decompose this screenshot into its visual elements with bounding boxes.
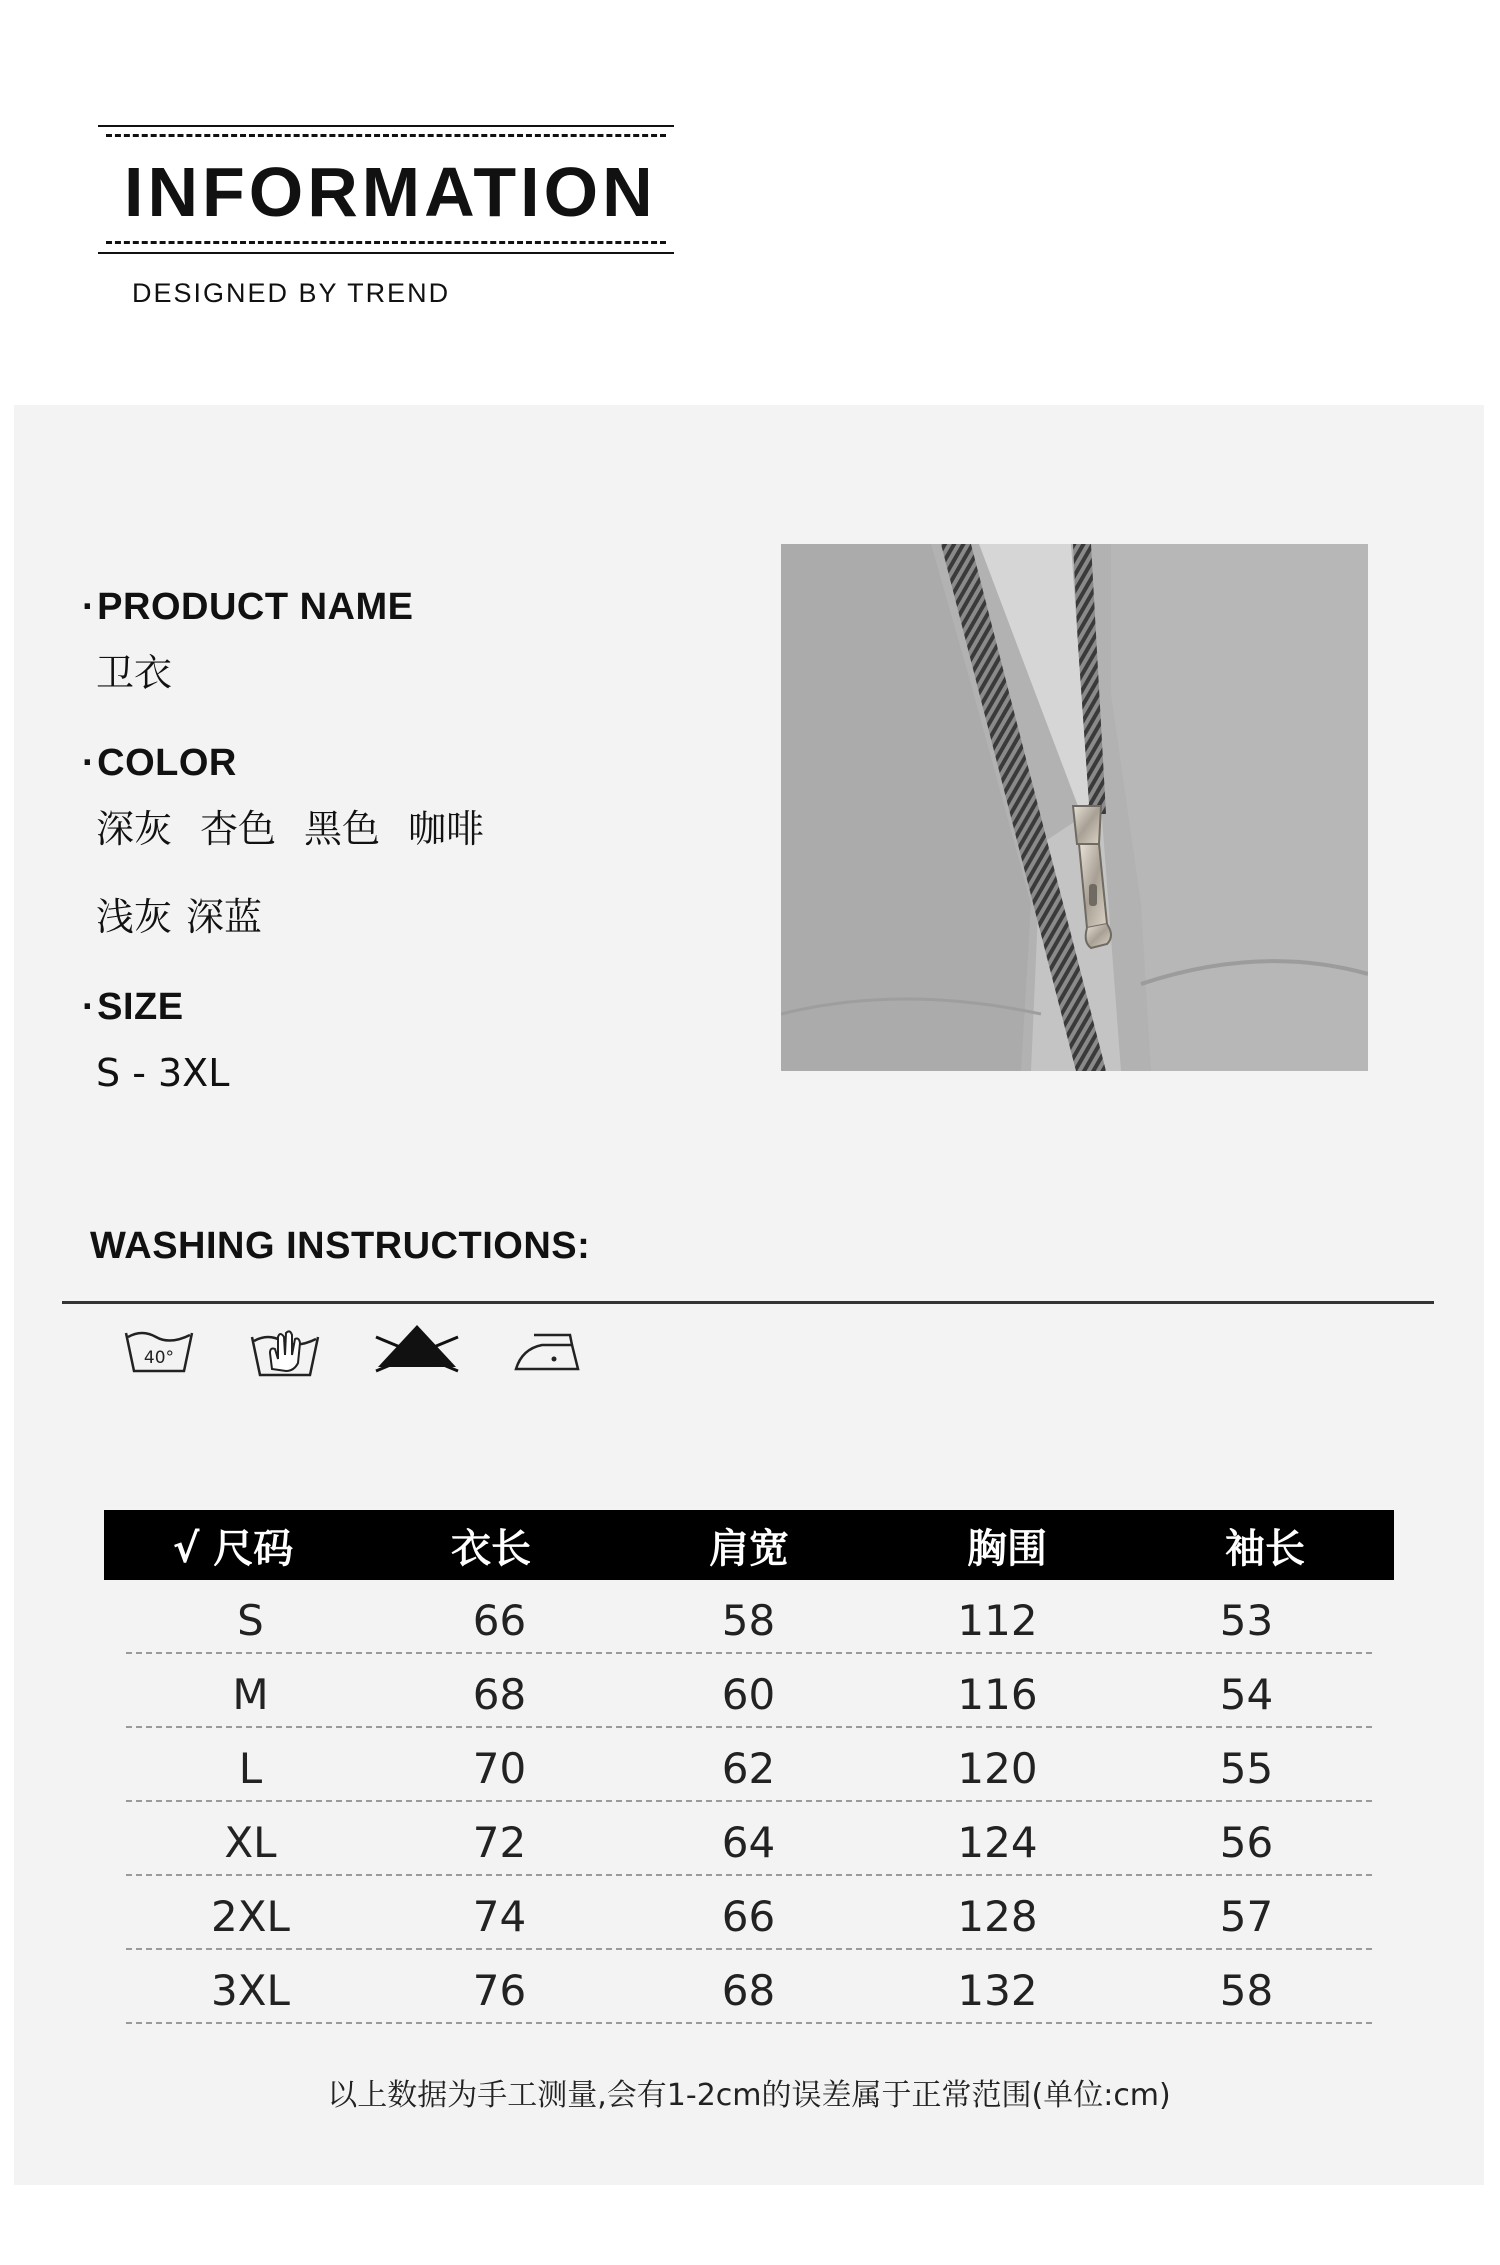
- wash-40-icon: [122, 1323, 196, 1377]
- table-row: [126, 1654, 1372, 1728]
- size-chart-header: [104, 1510, 1394, 1580]
- color-option: 杏色: [200, 807, 277, 851]
- cell-length: 76: [472, 1965, 527, 2015]
- info-panel: [14, 405, 1484, 2185]
- cell-length: 74: [472, 1891, 527, 1941]
- cell-sleeve: 57: [1219, 1891, 1274, 1941]
- cell-sleeve: 56: [1219, 1817, 1274, 1867]
- color-option: 深灰: [96, 807, 173, 851]
- page-title: INFORMATION: [124, 153, 657, 231]
- cell-chest: 124: [957, 1817, 1038, 1867]
- cell-shoulder: 58: [721, 1595, 776, 1645]
- zipper-illustration: [781, 544, 1368, 1071]
- cell-chest: 112: [957, 1595, 1038, 1645]
- cell-sleeve: 53: [1219, 1595, 1274, 1645]
- cell-chest: 128: [957, 1891, 1038, 1941]
- cell-length: 68: [472, 1669, 527, 1719]
- cell-shoulder: 68: [721, 1965, 776, 2015]
- washing-divider: [62, 1301, 1434, 1304]
- cell-size: M: [232, 1669, 269, 1719]
- color-option: 浅灰: [96, 895, 173, 939]
- size-range-value: S - 3XL: [96, 1051, 230, 1095]
- color-option: 黑色: [304, 807, 381, 851]
- column-header-size: √ 尺码: [172, 1525, 294, 1572]
- color-list-line-1: [96, 807, 512, 851]
- color-section: [82, 742, 512, 939]
- washing-instructions-title: WASHING INSTRUCTIONS:: [90, 1225, 591, 1267]
- table-row: [126, 1876, 1372, 1950]
- cell-sleeve: 58: [1219, 1965, 1274, 2015]
- hand-wash-icon: [248, 1323, 322, 1381]
- cell-length: 72: [472, 1817, 527, 1867]
- cell-chest: 116: [957, 1669, 1038, 1719]
- cell-size: S: [237, 1595, 264, 1645]
- cell-size: L: [238, 1743, 263, 1793]
- cell-length: 70: [472, 1743, 527, 1793]
- color-label: ·COLOR: [82, 742, 237, 784]
- color-option: 咖啡: [408, 807, 485, 851]
- no-bleach-icon: [372, 1323, 462, 1373]
- table-row: [126, 1950, 1372, 2024]
- cell-chest: 120: [957, 1743, 1038, 1793]
- cell-size: 2XL: [211, 1891, 290, 1941]
- table-row: [126, 1728, 1372, 1802]
- cell-shoulder: 64: [721, 1817, 776, 1867]
- size-section: [82, 986, 230, 1095]
- header-top-rule: [106, 134, 666, 137]
- cell-shoulder: 60: [721, 1669, 776, 1719]
- cell-sleeve: 55: [1219, 1743, 1274, 1793]
- cell-size: 3XL: [211, 1965, 290, 2015]
- cell-shoulder: 62: [721, 1743, 776, 1793]
- size-chart-table: [104, 1510, 1394, 2024]
- cell-shoulder: 66: [721, 1891, 776, 1941]
- column-header-sleeve: 袖长: [1225, 1525, 1305, 1572]
- cell-size: XL: [224, 1817, 277, 1867]
- column-header-length: 衣长: [451, 1525, 531, 1572]
- page-subtitle: DESIGNED BY TREND: [132, 278, 451, 308]
- product-name-label: ·PRODUCT NAME: [82, 586, 414, 628]
- column-header-shoulder: 肩宽: [709, 1525, 789, 1572]
- column-header-chest: 胸围: [967, 1525, 1047, 1572]
- iron-icon: [512, 1323, 586, 1377]
- fabric-zipper-photo: [781, 544, 1368, 1071]
- measurement-note: 以上数据为手工测量,会有1-2cm的误差属于正常范围(单位:cm): [327, 2078, 1171, 2113]
- cell-chest: 132: [957, 1965, 1038, 2015]
- cell-length: 66: [472, 1595, 527, 1645]
- size-label: ·SIZE: [82, 986, 184, 1028]
- color-option: 深蓝: [186, 895, 263, 939]
- table-row: [126, 1802, 1372, 1876]
- color-list-line-2: [96, 895, 512, 939]
- product-name-section: [82, 586, 414, 695]
- wash-temperature: 40°: [143, 1348, 175, 1368]
- table-row: [126, 1580, 1372, 1654]
- information-header: [98, 134, 674, 309]
- product-name-value: 卫衣: [96, 651, 173, 695]
- header-bottom-rule: [106, 241, 666, 244]
- cell-sleeve: 54: [1219, 1669, 1274, 1719]
